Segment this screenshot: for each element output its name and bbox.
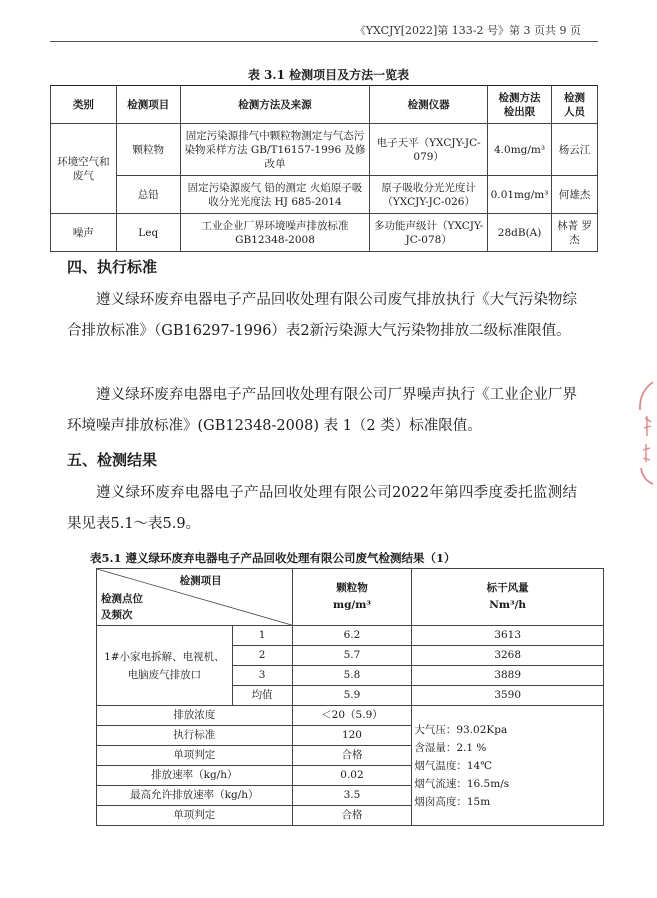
cell-limit: 0.01mg/m³	[488, 176, 552, 214]
page-header-ref: 《YXCJY[2022]第 133-2 号》第 3 页共 9 页	[354, 24, 581, 37]
summary-row	[97, 706, 604, 726]
table-header-row	[51, 86, 598, 124]
diag-label-item: 检测项目	[179, 575, 222, 587]
col-limit-l2: 检出限	[503, 105, 536, 118]
summary-value: 合格	[292, 746, 412, 766]
cell-instrument: 电子天平（YXCJY-JC-079）	[370, 124, 488, 176]
col-limit	[488, 86, 552, 124]
col-instrument: 检测仪器	[370, 86, 488, 124]
table-row	[51, 176, 598, 214]
col-flow-unit: Nm³/h	[489, 599, 527, 611]
summary-value: 合格	[292, 806, 412, 826]
info-moisture: 含湿量：2.1 %	[414, 741, 487, 754]
cell-category: 环境空气和废气	[51, 124, 117, 214]
cell-pm: 5.7	[292, 646, 412, 666]
col-limit-l1: 检测方法	[498, 91, 541, 104]
cell-item: 总铅	[116, 176, 180, 214]
cell-instrument: 原子吸收分光光度计（YXCJY-JC-026）	[370, 176, 488, 214]
info-temperature: 烟气温度：14℃	[414, 759, 492, 772]
summary-label: 最高允许排放速率（kg/h）	[97, 786, 293, 806]
col-pm	[292, 569, 412, 626]
cell-point: 1#小家电拆解、电视机、电脑废气排放口	[97, 626, 233, 706]
summary-label: 单项判定	[97, 806, 293, 826]
summary-label: 执行标准	[97, 726, 293, 746]
cell-limit: 28dB(A)	[488, 214, 552, 252]
summary-label: 排放浓度	[97, 706, 293, 726]
cell-limit: 4.0mg/m³	[488, 124, 552, 176]
section-4-title: 四、执行标准	[67, 258, 158, 276]
section-5-paragraph-1: 遵义绿环废弃电器电子产品回收处理有限公司2022年第四季度委托监测结果见表5.1～表5.9。	[67, 485, 577, 532]
section-4-paragraph-2: 遵义绿环废弃电器电子产品回收处理有限公司厂界噪声执行《工业企业厂界环境噪声排放标准》(GB12348-2008) 表 1（2 类）标准限值。	[67, 387, 577, 434]
table-5-1-caption: 表5.1 遵义绿环废弃电器电子产品回收处理有限公司废气检测结果（1）	[90, 551, 456, 565]
cell-pm: 6.2	[292, 626, 412, 646]
methods-table	[50, 85, 598, 252]
col-item: 检测项目	[116, 86, 180, 124]
header-divider	[50, 41, 598, 42]
col-pm-label: 颗粒物	[336, 582, 368, 594]
cell-flow: 3889	[412, 666, 604, 686]
col-people	[552, 86, 598, 124]
cell-flow: 3590	[412, 686, 604, 706]
col-flow-label: 标干风量	[486, 582, 529, 594]
results-table	[96, 568, 604, 826]
col-people-l1: 检测	[564, 91, 586, 104]
cell-run: 2	[232, 646, 292, 666]
summary-value: ＜20（5.9）	[292, 706, 412, 726]
summary-value: 0.02	[292, 766, 412, 786]
cell-run: 1	[232, 626, 292, 646]
col-people-l2: 人员	[564, 105, 586, 118]
cell-method: 工业企业厂界环境噪声排放标准 GB12348-2008	[180, 214, 370, 252]
cell-category: 噪声	[51, 214, 117, 252]
summary-value: 120	[292, 726, 412, 746]
diag-label-freq: 及频次	[101, 609, 133, 621]
summary-value: 3.5	[292, 786, 412, 806]
cell-method: 固定污染源废气 铅的测定 火焰原子吸收分光光度法 HJ 685-2014	[180, 176, 370, 214]
results-header-row	[97, 569, 604, 626]
summary-label: 排放速率（kg/h）	[97, 766, 293, 786]
seal-stamp-fragment	[635, 378, 655, 488]
cell-run: 3	[232, 666, 292, 686]
table-row	[51, 214, 598, 252]
section-4-paragraph-1: 遵义绿环废弃电器电子产品回收处理有限公司废气排放执行《大气污染物综合排放标准》（GB16297-1996）表2新污染源大气污染物排放二级标准限值。	[67, 292, 577, 339]
col-method: 检测方法及来源	[180, 86, 370, 124]
cell-run: 均值	[232, 686, 292, 706]
cell-instrument: 多功能声级计（YXCJY-JC-078）	[370, 214, 488, 252]
cell-people: 何雄杰	[552, 176, 598, 214]
info-pressure: 大气压：93.02Kpa	[414, 723, 508, 736]
diag-label-point: 检测点位	[101, 593, 143, 605]
cell-item: Leq	[116, 214, 180, 252]
cell-method: 固定污染源排气中颗粒物测定与气态污染物采样方法 GB/T16157-1996 及修改单	[180, 124, 370, 176]
cell-pm: 5.8	[292, 666, 412, 686]
section-5-title: 五、检测结果	[67, 451, 158, 469]
table-3-1-caption: 表 3.1 检测项目及方法一览表	[247, 68, 410, 82]
cell-flow: 3268	[412, 646, 604, 666]
cell-pm: 5.9	[292, 686, 412, 706]
col-pm-unit: mg/m³	[332, 599, 371, 611]
info-velocity: 烟气流速：16.5m/s	[414, 777, 510, 790]
info-stack-height: 烟囱高度：15m	[414, 795, 491, 808]
col-category: 类别	[51, 86, 117, 124]
cell-people: 林菁 罗杰	[552, 214, 598, 252]
cell-item: 颗粒物	[116, 124, 180, 176]
col-flow	[412, 569, 604, 626]
conditions-cell	[412, 706, 604, 826]
summary-label: 单项判定	[97, 746, 293, 766]
cell-people: 杨云江	[552, 124, 598, 176]
table-row	[97, 626, 604, 646]
diagonal-header-cell	[97, 569, 293, 626]
table-row	[51, 124, 598, 176]
cell-flow: 3613	[412, 626, 604, 646]
